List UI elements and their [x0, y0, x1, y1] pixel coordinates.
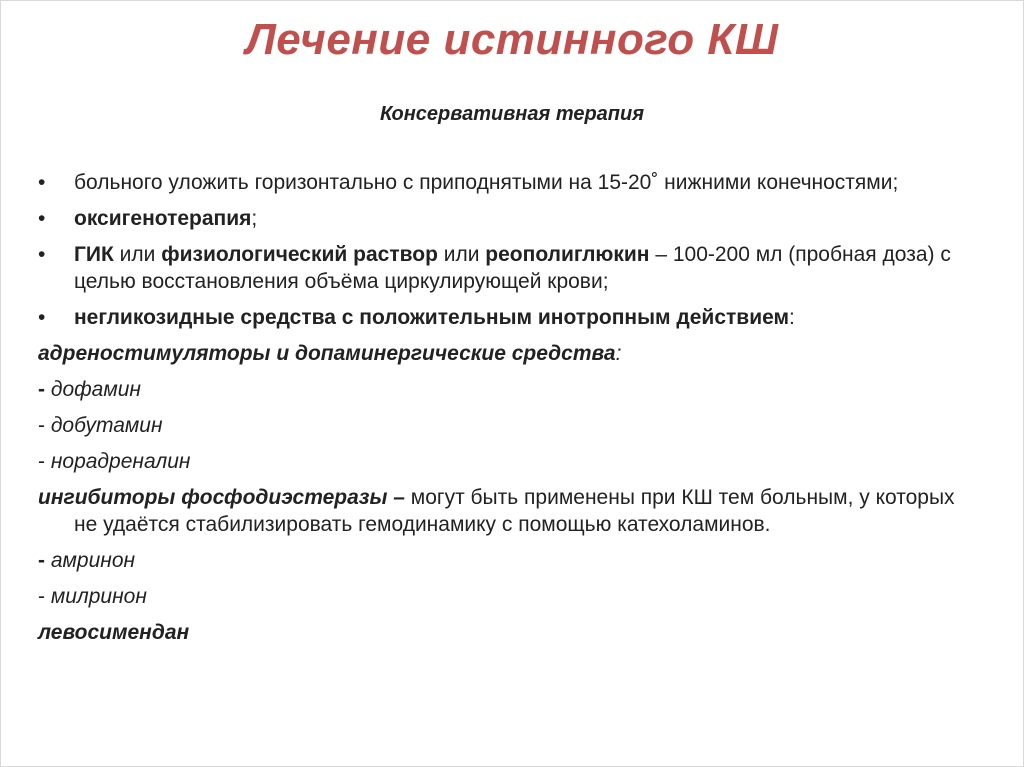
- bullet-icon: •: [38, 243, 46, 266]
- pde-heading: ингибиторы фосфодиэстеразы –: [38, 486, 405, 509]
- drug-name: амринон: [45, 549, 136, 572]
- pde-text: могут быть применены при КШ тем больным, у которых не удаётся стабилизировать гемодинамику с помощью катехоламинов.: [74, 486, 955, 536]
- drug-item: [38, 547, 978, 574]
- drug-dash: -: [38, 414, 51, 437]
- bullet-icon: •: [38, 207, 46, 230]
- adreno-heading: [38, 340, 978, 367]
- bullet-list: [38, 169, 978, 331]
- bullet-text: или: [437, 243, 486, 266]
- drug-name: норадреналин: [50, 450, 191, 473]
- slide-body: [38, 169, 978, 655]
- list-item: [38, 169, 978, 196]
- bullet-text: больного уложить горизонтально с приподнятыми на 15-20˚ нижними конечностями;: [74, 171, 899, 194]
- bullet-bold-text: ГИК: [74, 243, 114, 266]
- list-item: [38, 205, 978, 232]
- bullet-text: ;: [251, 207, 258, 230]
- drug-name: дофамин: [45, 378, 141, 401]
- list-item: [38, 241, 978, 295]
- bullet-bold-text: реополиглюкин: [485, 243, 650, 266]
- drug-name: добутамин: [50, 414, 163, 437]
- drug-item: [38, 448, 978, 475]
- drug-dash: -: [38, 585, 51, 608]
- drug-item: [38, 412, 978, 439]
- drug-item: [38, 583, 978, 610]
- bullet-icon: •: [38, 306, 46, 329]
- bullet-bold-text: физиологический раствор: [161, 243, 438, 266]
- slide-title: Лечение истинного КШ: [245, 15, 779, 64]
- drug-dash: -: [38, 378, 45, 401]
- adreno-heading-text: адреностимуляторы и допаминергические средства: [38, 342, 616, 365]
- bullet-text: :: [789, 306, 795, 329]
- bullet-text: – 100-200 мл (пробная доза) с целью восстановления объёма циркулирующей крови;: [74, 243, 951, 293]
- levosimendan-line: левосимендан: [38, 621, 190, 644]
- drug-item: [38, 376, 978, 403]
- bullet-text: или: [113, 243, 162, 266]
- bullet-icon: •: [38, 171, 46, 194]
- drug-name: милринон: [50, 585, 147, 608]
- drug-dash: -: [38, 549, 45, 572]
- drug-dash: -: [38, 450, 51, 473]
- pde-paragraph: [38, 484, 978, 538]
- list-item: [38, 304, 978, 331]
- slide-subtitle: Консервативная терапия: [379, 103, 645, 125]
- bullet-bold-text: негликозидные средства с положительным инотропным действием: [74, 306, 790, 329]
- bullet-bold-text: оксигенотерапия: [74, 207, 252, 230]
- adreno-heading-tail: :: [615, 342, 622, 365]
